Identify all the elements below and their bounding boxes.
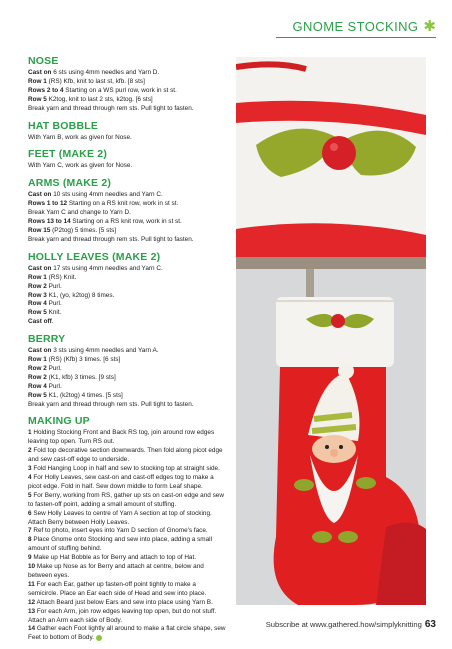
instruction-line <box>28 374 226 383</box>
section-heading: FEET (MAKE 2) <box>28 148 108 161</box>
instruction-line <box>28 227 226 236</box>
instruction-text: Purl. <box>46 300 62 308</box>
instruction-label: 8 <box>28 536 32 544</box>
instruction-line <box>28 563 226 581</box>
instruction-text: Knit. <box>46 309 62 317</box>
instruction-text: Starting on a WS purl row, work in st st. <box>63 86 177 94</box>
instruction-text: Fold top decorative section downwards. Then fold along picot edge and sew cast-off edge to underside. <box>28 447 223 464</box>
instruction-line <box>28 200 226 209</box>
instruction-text: Make up Hat Bobble as for Berry and attach to top of Hat. <box>31 554 197 562</box>
instruction-label: Cast on <box>28 69 52 76</box>
instruction-line <box>28 236 226 245</box>
instruction-label: Cast on <box>28 264 52 272</box>
instruction-text: K2tog, knit to last 2 sts, k2tog. [6 sts] <box>46 95 153 103</box>
instruction-text: (RS) Knit. <box>46 273 77 281</box>
instruction-label: Row 2 <box>28 364 47 372</box>
instruction-text: For each Arm, join row edges leaving top open, but do not stuff. Attach an Arm each side of Body. <box>28 607 217 624</box>
section-nose <box>28 55 226 114</box>
instruction-label: Row 5 <box>28 391 47 399</box>
instruction-label: 6 <box>28 509 32 517</box>
instruction-line <box>28 510 226 528</box>
instruction-label: 1 <box>28 429 32 437</box>
instruction-text: (P2tog) 5 times. [5 sts] <box>50 226 117 234</box>
section-heading: HAT BOBBLE <box>28 119 99 132</box>
instruction-text: Make up Nose as for Berry and attach at centre, below and between eyes. <box>28 563 204 579</box>
instruction-label: 12 <box>28 598 36 606</box>
section-heading: ARMS (MAKE 2) <box>28 177 112 190</box>
instruction-text: Sew Holly Leaves to centre of Yarn A section at top of stocking. Attach Berry between Holly Leaves. <box>28 509 212 526</box>
instruction-line <box>28 162 226 171</box>
instruction-label: Row 1 <box>28 77 47 85</box>
instruction-text: Gather each Foot lightly all around to make a flat circle shape, sew Feet to bottom of Body. <box>28 625 226 642</box>
page-header <box>276 15 436 38</box>
instruction-line <box>28 383 226 392</box>
section-feet <box>28 148 226 171</box>
instruction-line <box>28 401 226 410</box>
section-heading: HOLLY LEAVES (MAKE 2) <box>28 250 161 263</box>
instruction-label: Rows 1 to 12 <box>28 200 68 208</box>
section-heading: NOSE <box>28 55 59 67</box>
section-heading: MAKING UP <box>28 415 90 428</box>
instruction-label: Row 5 <box>28 95 47 103</box>
instruction-text: For Berry, working from RS, gather up sts on cast-on edge and sew to fasten-off point, adding a small amount of stuffing. <box>28 491 224 508</box>
instruction-label: Row 3 <box>28 291 47 299</box>
instruction-line <box>28 429 226 447</box>
instruction-text: Purl. <box>46 364 62 372</box>
instruction-label: 9 <box>28 554 32 562</box>
instruction-text: Break yarn and thread through rem sts. Pull tight to fasten. <box>28 104 194 112</box>
instruction-text: 17 sts using 4mm needles and Yarn C. <box>51 264 163 272</box>
instruction-line <box>28 492 226 510</box>
instruction-text: With Yarn C, work as given for Nose. <box>28 162 133 170</box>
instruction-line <box>28 191 226 200</box>
instruction-line <box>28 274 226 283</box>
instruction-text: Purl. <box>46 382 62 390</box>
instruction-label: Cast on <box>28 347 52 355</box>
instruction-label: Cast on <box>28 191 52 199</box>
instruction-text: Attach Beard just below Ears and sew into place using Yarn B. <box>35 598 213 606</box>
instruction-text: For each Ear, gather up fasten-off point tightly to make a semicircle. Place an Ear each side of Head and sew into place. <box>28 580 207 597</box>
instruction-text: K1, (k2tog) 4 times. [5 sts] <box>46 391 123 399</box>
instruction-text: Break Yarn C and change to Yarn D. <box>28 209 131 217</box>
section-arms <box>28 177 226 244</box>
instruction-line <box>28 265 226 274</box>
instruction-line <box>28 87 226 96</box>
instruction-line <box>28 78 226 87</box>
instruction-line <box>28 283 226 292</box>
instruction-text: Starting on a RS knit row, work in st st. <box>67 200 179 208</box>
instruction-label: Row 2 <box>28 282 47 290</box>
section-holly-leaves <box>28 251 226 327</box>
instruction-line <box>28 581 226 599</box>
header-title: GNOME STOCKING <box>292 18 419 34</box>
instruction-line <box>28 447 226 465</box>
instruction-text: (RS) Kfb, knit to last st, kfb. [8 sts] <box>46 77 145 85</box>
instruction-line <box>28 356 226 365</box>
instruction-label: Row 15 <box>28 226 51 234</box>
instruction-label: 14 <box>28 625 36 633</box>
instruction-text: Break yarn and thread through rem sts. Pull tight to fasten. <box>28 400 194 408</box>
instruction-line <box>28 392 226 401</box>
instruction-line <box>28 134 226 143</box>
instruction-line <box>28 300 226 309</box>
instruction-label: Rows 2 to 4 <box>28 86 64 94</box>
instruction-text: Purl. <box>46 282 62 290</box>
instruction-text: 10 sts using 4mm needles and Yarn C. <box>51 191 163 199</box>
instruction-line <box>28 527 226 536</box>
instruction-text: Place Gnome onto Stocking and sew into place, adding a small amount of stuffing behind. <box>28 536 213 553</box>
instruction-line <box>28 209 226 218</box>
instruction-line <box>28 536 226 554</box>
instruction-line <box>28 365 226 374</box>
instruction-line <box>28 599 226 608</box>
instruction-line <box>28 292 226 301</box>
instruction-text: Ref to photo, insert eyes into Yarn D section of Gnome's face. <box>31 527 208 535</box>
instruction-line <box>28 608 226 626</box>
instruction-label: Cast off <box>28 318 52 326</box>
instruction-label: Row 5 <box>28 309 47 317</box>
instruction-label: 13 <box>28 607 36 615</box>
instruction-text: 3 sts using 4mm needles and Yarn A. <box>51 347 159 355</box>
instruction-label: 7 <box>28 527 32 535</box>
instruction-text: Starting on a RS knit row, work in st st. <box>70 218 182 226</box>
instruction-text: With Yarn B, work as given for Nose. <box>28 133 132 141</box>
instruction-line <box>28 347 226 356</box>
section-berry <box>28 333 226 409</box>
instruction-label: 11 <box>28 580 35 588</box>
instruction-label: Row 1 <box>28 356 47 364</box>
instruction-label: 3 <box>28 465 32 473</box>
instruction-text: . <box>51 318 54 326</box>
instruction-line <box>28 318 226 327</box>
instruction-text: (RS) (Kfb) 3 times. [6 sts] <box>46 356 121 364</box>
instruction-line <box>28 105 226 114</box>
section-making-up <box>28 415 226 643</box>
pattern-text-column <box>28 55 226 649</box>
instruction-text: K1, (yo, k2tog) 8 times. <box>46 291 115 299</box>
instruction-label: 5 <box>28 491 32 499</box>
instruction-text: Fold Hanging Loop in half and sew to stocking top at straight side. <box>31 465 220 473</box>
page-number: 63 <box>424 619 436 630</box>
instruction-label: Row 2 <box>28 373 47 381</box>
instruction-label: Rows 13 to 14 <box>28 218 71 226</box>
instruction-line <box>28 474 226 492</box>
section-hat-bobble <box>28 120 226 143</box>
instruction-text: For Holly Leaves, sew cast-on and cast-off edges tog to make a picot edge. Fold in half. Sew down middle to form Leaf shape. <box>28 474 214 490</box>
gnome-stocking-illustration <box>236 57 426 605</box>
instruction-text: Break yarn and thread through rem sts. Pull tight to fasten. <box>28 235 194 243</box>
instruction-line <box>28 96 226 105</box>
instruction-text: Holding Stocking Front and Back RS tog, join around row edges leaving top open. Turn RS out. <box>28 429 215 446</box>
instruction-label: 10 <box>28 563 36 571</box>
instruction-line <box>28 218 226 227</box>
stocking-photo <box>236 57 426 605</box>
instruction-label: Row 1 <box>28 273 47 281</box>
instruction-line <box>28 554 226 563</box>
instruction-text: 6 sts using 4mm needles and Yarn D. <box>51 69 160 76</box>
instruction-line <box>28 625 226 643</box>
instruction-label: 2 <box>28 447 32 455</box>
asterisk-flower-icon: ✱ <box>423 17 436 35</box>
instruction-label: 4 <box>28 474 32 481</box>
page-footer <box>266 619 436 630</box>
instruction-line <box>28 465 226 474</box>
subscribe-link[interactable]: Subscribe at www.gathered.how/simplyknitting <box>265 620 422 629</box>
instruction-label: Row 4 <box>28 300 47 308</box>
section-heading: BERRY <box>28 333 66 346</box>
instruction-line <box>28 309 226 318</box>
instruction-label: Row 4 <box>28 382 47 390</box>
instruction-line <box>28 69 226 78</box>
instruction-text: (K1, kfb) 3 times. [9 sts] <box>46 373 116 381</box>
